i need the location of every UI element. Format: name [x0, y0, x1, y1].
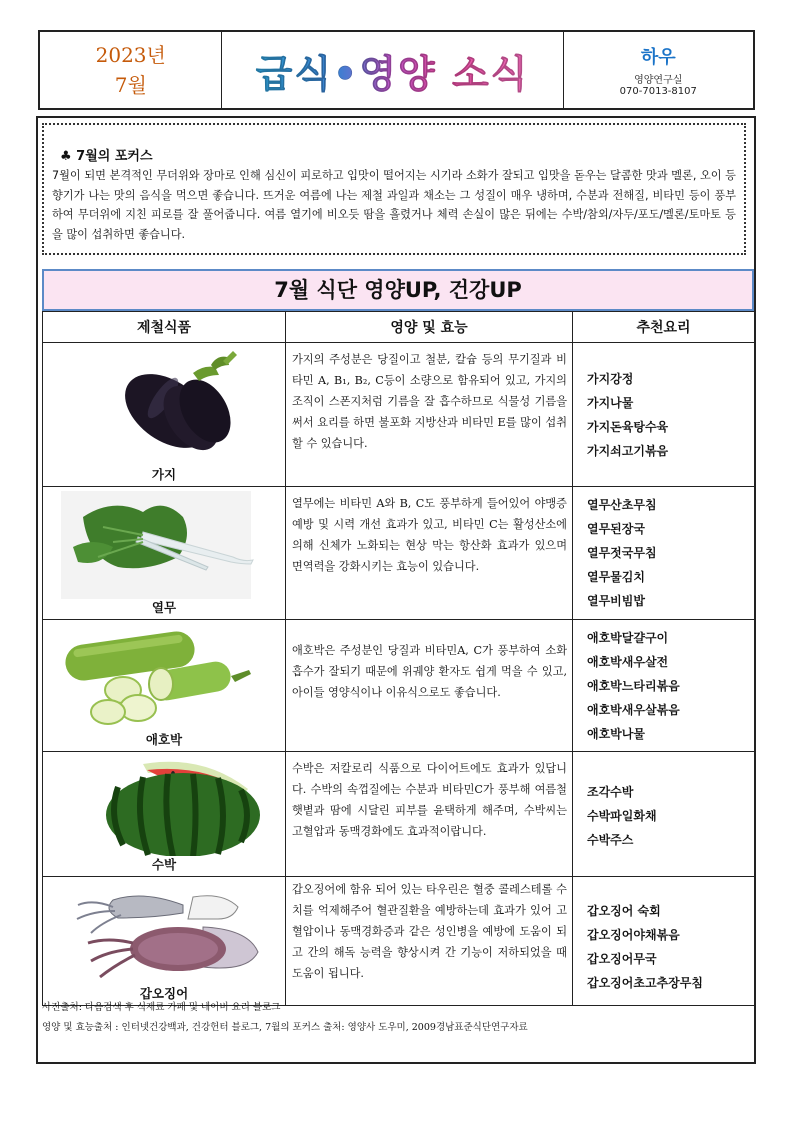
zucchini-image	[43, 620, 286, 730]
food-name: 수박	[151, 857, 177, 872]
recipe-item: 갑오징어야채볶음	[587, 928, 680, 942]
food-name: 가지	[151, 467, 177, 482]
department-name: 영양연구실	[634, 75, 683, 86]
recipe-item: 애호박달걀구이	[587, 631, 669, 645]
recipe-item: 갑오징어 숙회	[587, 904, 661, 918]
food-name: 애호박	[145, 732, 183, 747]
effect-text: 갑오징어에 함유 되어 있는 타우린은 혈중 콜레스테롤 수치를 억제해주어 혈관질환을 예방하는데 효과가 있어 고혈압이나 동맥경화증과 같은 성인병을 예방에 도움이 되고 간의 해독 능력을 향상시켜 간 기능이 저하되었을 때 도움이 됩니다.	[292, 883, 567, 980]
recipe-item: 애호박느타리볶음	[587, 679, 680, 693]
table-header-row	[43, 312, 755, 343]
cuttlefish-image	[43, 877, 286, 985]
food-cell	[43, 877, 285, 1005]
effect-text: 가지의 주성분은 당질이고 철분, 칼슘 등의 무기질과 비타민 A, B₁, B₂, C등이 소량으로 함유되어 있고, 가지의 조직이 스폰지처럼 기름을 잘 흡수하므로 식물성 기름을 써서 요리를 하면 불포화 지방산과 비타민 E를 많이 섭취할 수 있습니다.	[292, 353, 567, 450]
table-row	[43, 343, 755, 487]
recipe-item: 수박파일화채	[587, 809, 657, 823]
food-cell	[43, 620, 285, 751]
recipe-item: 열무산초무침	[587, 498, 657, 512]
focus-box	[42, 123, 746, 255]
table-row	[43, 877, 755, 1006]
focus-heading: ♣ 7월의 포커스	[60, 149, 153, 164]
recipe-item: 갑오징어무국	[587, 952, 657, 966]
effect-text: 열무에는 비타민 A와 B, C도 풍부하게 들어있어 야맹증 예방 및 시력 개선 효과가 있고, 비타민 C는 활성산소에 의해 신체가 노화되는 현상 막는 항산화 효과가 있으며 면역력을 강화시키는 효능이 있습니다.	[292, 497, 567, 573]
header-recipes: 추천요리	[573, 312, 755, 343]
header-food: 제철식품	[43, 312, 286, 343]
effect-text: 수박은 저칼로리 식품으로 다이어트에도 효과가 있답니다. 수박의 속껍질에는 수분과 비타민C가 풍부해 여름철 햇볕과 땀에 시달린 피부를 윤택하게 해주며, 수박씨는 고혈압과 동맥경화에도 효과적이랍니다.	[292, 762, 567, 838]
header-effect: 영양 및 효능	[286, 312, 573, 343]
seasonal-food-table	[42, 311, 755, 1006]
food-cell	[43, 343, 285, 486]
newsletter-title: 급식•영양 소식	[256, 43, 530, 98]
newsletter-header	[38, 30, 755, 110]
table-row	[43, 487, 755, 620]
content-frame	[36, 116, 756, 1064]
recipe-item: 애호박나물	[587, 727, 645, 741]
issue-year: 2023년	[95, 43, 166, 67]
recipe-item: 열무된장국	[587, 522, 645, 536]
recipe-item: 가지쇠고기볶음	[587, 444, 669, 458]
info-source: 영양 및 효능출처 : 인터넷건강백과, 건강헌터 블로그, 7월의 포커스 출처: 영양사 도우미, 2009경남표준식단연구자료	[42, 1022, 528, 1033]
recipe-item: 가지나물	[587, 396, 634, 410]
recipe-item: 열무비빔밥	[587, 594, 645, 608]
photo-source: 사진출처: 다음검색 후 식재료 카페 및 네이버 요리 블로그	[42, 1002, 281, 1013]
recipe-item: 갑오징어초고추장무침	[587, 976, 703, 990]
recipe-list	[573, 752, 754, 852]
footer-sources	[42, 998, 528, 1038]
food-cell	[43, 752, 285, 876]
recipe-item: 가지강정	[587, 372, 634, 386]
recipe-item: 애호박새우살볶음	[587, 703, 680, 717]
menu-banner: 7월 식단 영양UP, 건강UP	[42, 269, 754, 311]
recipe-item: 열무물김치	[587, 570, 645, 584]
recipe-list	[573, 620, 754, 746]
phone-number: 070-7013-8107	[619, 86, 697, 97]
young-radish-image	[43, 487, 286, 599]
logo-text: 하우	[640, 47, 676, 68]
focus-body: 7월이 되면 본격적인 무더위와 장마로 인해 심신이 피로하고 입맛이 떨어지는 시기라 소화가 잘되고 입맛을 돋우는 달콤한 맛과 멜론, 오이 등 향기가 나는 맛의 음식을 먹으면 좋습니다. 뜨거운 여름에 나는 제철 과일과 채소는 그 성질이 매우 냉하며, 수분과 전해질, 비타민 등이 풍부하여 무더위에 지친 피로를 잘 풀어줍니다. 여름 열기에 비오듯 땀을 흘렸거나 체력 손실이 많은 뒤에는 수박/참외/자두/포도/멜론/토마토 등을 많이 섭취하면 좋습니다.	[52, 169, 736, 241]
watermelon-image	[43, 752, 286, 856]
school-logo	[641, 43, 676, 69]
eggplant-image	[43, 343, 286, 465]
issue-date	[40, 32, 222, 108]
recipe-list	[573, 877, 754, 995]
effect-text: 애호박은 주성분인 당질과 비타민A, C가 풍부하여 소화흡수가 잘되기 때문에 위궤양 환자도 쉽게 먹을 수 있고, 아이들 영양식이나 이유식으로도 좋습니다.	[292, 644, 567, 699]
food-name: 갑오징어	[139, 986, 189, 1001]
table-row	[43, 620, 755, 752]
table-row	[43, 752, 755, 877]
recipe-item: 열무젓국무침	[587, 546, 657, 560]
recipe-list	[573, 343, 754, 463]
issue-month: 7월	[114, 73, 147, 97]
recipe-item: 수박주스	[587, 833, 634, 847]
recipe-item: 애호박새우살전	[587, 655, 669, 669]
title-cell	[222, 32, 563, 108]
contact-cell	[564, 32, 753, 108]
recipe-item: 조각수박	[587, 785, 634, 799]
food-name: 열무	[151, 600, 177, 615]
recipe-item: 가지돈육탕수육	[587, 420, 669, 434]
recipe-list	[573, 487, 754, 613]
food-cell	[43, 487, 285, 619]
